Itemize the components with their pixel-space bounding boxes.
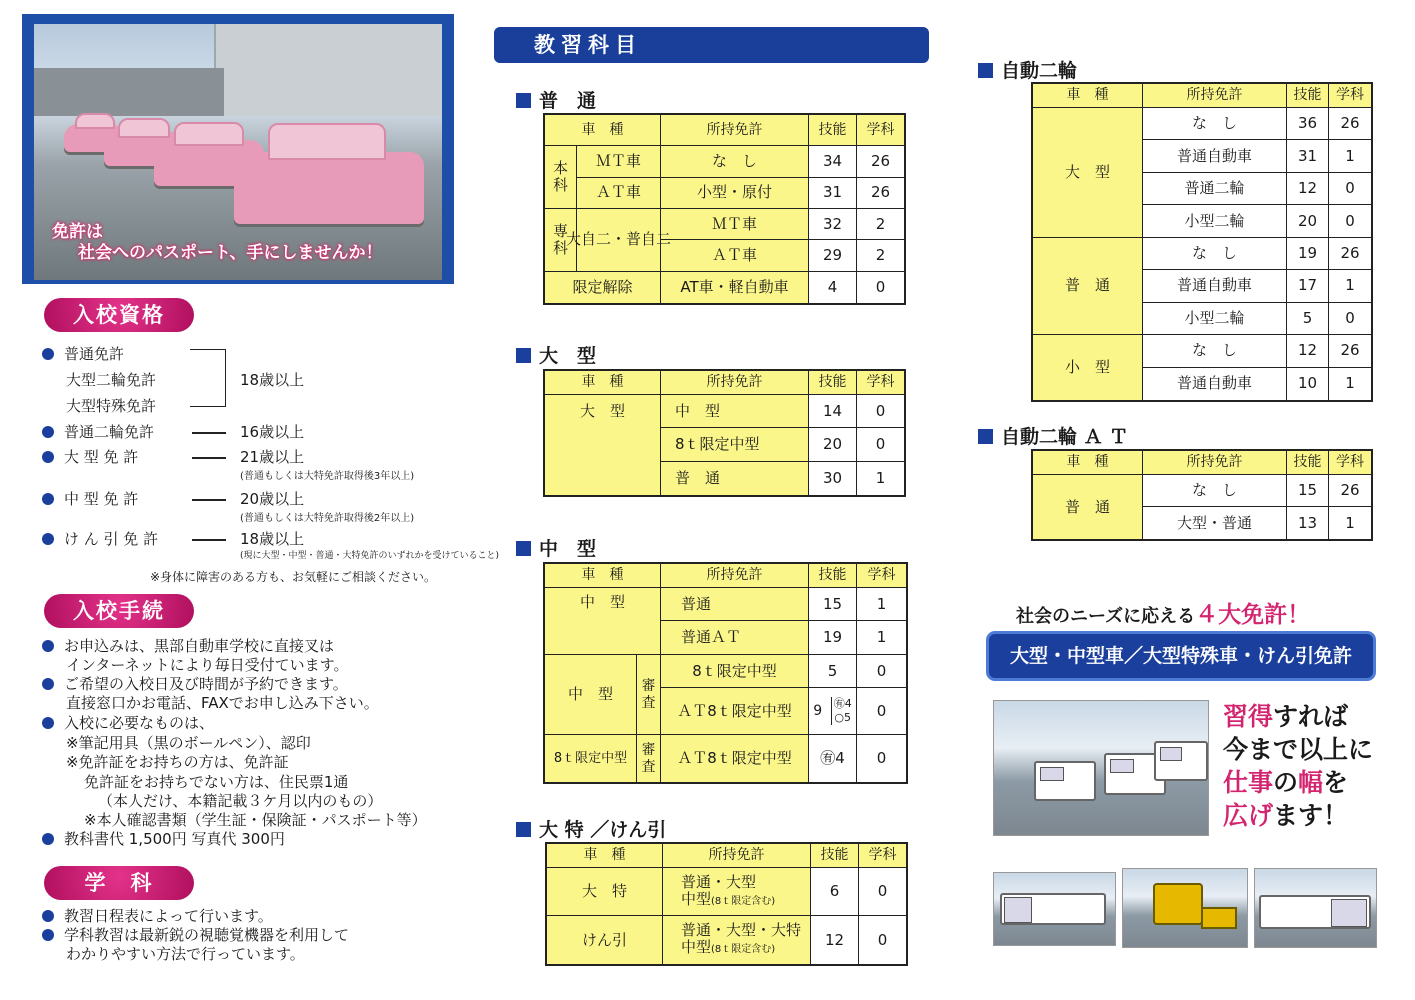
header-cell: 車 種 <box>545 371 661 395</box>
bullet-icon <box>42 640 54 652</box>
list-item: 普通免許 <box>42 345 124 364</box>
theory-cell: 26 <box>1329 238 1371 270</box>
table-ogata <box>543 369 906 497</box>
vehicle-cell: けん引 <box>547 916 663 964</box>
license-cell: 中 型 <box>661 395 809 428</box>
header-cell: 車 種 <box>545 564 661 588</box>
vehicle-cell: 小 型 <box>1033 335 1143 400</box>
skill-cell: 20 <box>1287 205 1329 237</box>
header-cell: 所持免許 <box>1143 84 1287 108</box>
bullet-icon <box>42 717 54 729</box>
license-cell: 小型二輪 <box>1143 303 1287 335</box>
license-cell: 普通自動車 <box>1143 270 1287 302</box>
truck <box>1154 741 1208 781</box>
bullet-icon <box>42 348 54 360</box>
garage <box>34 68 224 116</box>
license-cell: 大自二・普自二 <box>577 209 661 272</box>
vehicle-cell: 中 型 <box>545 588 661 655</box>
license-cell: 8ｔ限定中型 <box>661 655 809 688</box>
license-line: 普通・大型 <box>681 872 757 891</box>
theory-cell: 1 <box>857 588 906 621</box>
list-item: ※本人確認書類（学生証・保険証・パスポート等） <box>84 811 427 829</box>
theory-cell: 0 <box>857 655 906 688</box>
age-value: 18歳以上 <box>240 371 305 389</box>
license-cell: 普通ＡＴ <box>661 621 809 654</box>
license-cell: 小型・原付 <box>661 178 809 209</box>
license-cell: 小型二輪 <box>1143 205 1287 237</box>
table-nirin <box>1031 82 1373 402</box>
vehicle-cell: ＡＴ車 <box>577 178 661 209</box>
table-daitoku <box>545 842 908 966</box>
bullet-icon <box>42 910 54 922</box>
truck-photo <box>1254 868 1377 948</box>
theory-cell: 0 <box>859 868 906 916</box>
bullet-icon <box>42 833 54 845</box>
skill-cell: 29 <box>809 240 857 271</box>
vehicle-cell: 8ｔ限定中型 <box>545 735 637 782</box>
theory-cell: 1 <box>1329 368 1371 400</box>
theory-cell: 26 <box>1329 475 1371 507</box>
school-building <box>214 24 442 116</box>
license-cell <box>663 868 811 916</box>
square-icon <box>516 541 531 556</box>
license-cell: 普 通 <box>661 462 809 495</box>
skill-split <box>831 697 852 725</box>
skill-cell: 12 <box>1287 173 1329 205</box>
list-item: 大型二輪免許 <box>66 371 157 389</box>
note: (普通もしくは大特免許取得後3年以上) <box>240 471 415 482</box>
header-cell: 技能 <box>809 115 857 146</box>
skill-cell: 36 <box>1287 108 1329 140</box>
catch-line: 広げます！ <box>1223 801 1349 830</box>
square-icon <box>516 822 531 837</box>
truck <box>1259 895 1371 929</box>
header-cell: 学科 <box>857 564 906 588</box>
license-line: 中型(8ｔ限定含む) <box>681 889 776 908</box>
license-cell: 普通二輪 <box>1143 173 1287 205</box>
headline-emphasis: ４大免許！ <box>1195 602 1311 628</box>
license-cell: 大型・普通 <box>1143 507 1287 539</box>
skill-cell: 14 <box>809 395 857 428</box>
square-icon <box>978 63 993 78</box>
theory-cell: 26 <box>1329 335 1371 367</box>
list-item: 入校に必要なものは、 <box>42 714 214 733</box>
list-item: け ん 引 免 許 <box>42 530 158 549</box>
skill-cell: 15 <box>1287 475 1329 507</box>
license-cell: ＡＴ8ｔ限定中型 <box>661 735 809 782</box>
list-item: インターネットにより毎日受付ています。 <box>66 656 349 674</box>
theory-cell: 0 <box>857 272 904 303</box>
skill-cell: 5 <box>1287 303 1329 335</box>
license-cell: な し <box>1143 475 1287 507</box>
list-item: 免許証をお持ちでない方は、住民票1通 <box>84 773 349 791</box>
list-item: お申込みは、黒部自動車学校に直接叉は <box>42 637 334 656</box>
theory-cell: 0 <box>857 735 906 782</box>
skill-sub: ㊒4 <box>833 697 852 711</box>
theory-cell: 1 <box>857 621 906 654</box>
skill-cell: 30 <box>809 462 857 495</box>
dash <box>192 457 226 459</box>
category-cell: 本科 <box>545 146 577 209</box>
bullet-icon <box>42 533 54 545</box>
headline-text: 社会のニーズに応える <box>1016 606 1196 627</box>
header-cell: 技能 <box>1287 451 1329 475</box>
catch-line: 習得すれば <box>1223 702 1349 731</box>
list-item: 学科教習は最新鋭の視聴覚機器を利用して <box>42 926 349 945</box>
skill-cell: 10 <box>1287 368 1329 400</box>
list-item: ※筆記用具（黒のボールペン）、認印 <box>66 734 311 752</box>
skill-cell: 19 <box>1287 238 1329 270</box>
bullet-icon <box>42 426 54 438</box>
age-value: 16歳以上 <box>240 423 305 441</box>
theory-cell: 0 <box>857 688 906 735</box>
note: (普通もしくは大特免許取得後2年以上) <box>240 513 415 524</box>
category-cell: 専科 <box>545 209 577 272</box>
age-value: 20歳以上 <box>240 490 305 508</box>
age-value: 18歳以上 <box>240 530 305 548</box>
age-value: 21歳以上 <box>240 448 305 466</box>
dash <box>192 432 226 434</box>
vehicle-cell: 限定解除 <box>545 272 661 303</box>
license-cell: AT車・軽自動車 <box>661 272 809 303</box>
skill-cell: 19 <box>809 621 857 654</box>
list-item: 普通二輪免許 <box>42 423 154 442</box>
list-item: わかりやすい方法で行っています。 <box>66 945 305 963</box>
loader <box>1153 883 1203 925</box>
promo-headline <box>1016 596 1310 629</box>
header-cell: 技能 <box>811 844 859 868</box>
list-item: ※免許証をお持ちの方は、免許証 <box>66 753 289 771</box>
list-item: 教習日程表によって行います。 <box>42 907 273 926</box>
promo-banner: 大型・中型車／大型特殊車・けん引免許 <box>989 634 1373 678</box>
eligibility-title: 入校資格 <box>44 298 194 332</box>
section-heading: 自動二輪 <box>978 56 1077 83</box>
list-item: ご希望の入校日及び時間が予約できます。 <box>42 675 348 694</box>
footnote: ※身体に障害のある方も、お気軽にご相談ください。 <box>150 570 437 584</box>
skill-cell: 15 <box>809 588 857 621</box>
license-cell: な し <box>1143 108 1287 140</box>
catch-line: 今まで以上に <box>1223 735 1374 764</box>
theory-cell: 0 <box>859 916 906 964</box>
header-cell: 学科 <box>1329 451 1371 475</box>
truck-photo <box>993 700 1209 836</box>
list-item: 大型特殊免許 <box>66 397 157 415</box>
section-heading: 大 型 <box>516 341 596 368</box>
theory-cell: 0 <box>1329 303 1371 335</box>
license-cell: な し <box>1143 335 1287 367</box>
theory-cell: 1 <box>1329 140 1371 172</box>
vehicle-cell: 普 通 <box>1033 238 1143 335</box>
shinsa-cell: 審査 <box>637 735 661 782</box>
square-icon <box>978 429 993 444</box>
theory-cell: 26 <box>1329 108 1371 140</box>
skill-cell: 4 <box>809 272 857 303</box>
theory-cell: 1 <box>1329 270 1371 302</box>
license-cell: 普通自動車 <box>1143 140 1287 172</box>
table-futsu <box>543 113 906 305</box>
procedure-title: 入校手続 <box>44 594 194 628</box>
catch-line: 仕事の幅を <box>1223 768 1349 797</box>
bullet-icon <box>42 493 54 505</box>
bullet-icon <box>42 451 54 463</box>
header-cell: 車 種 <box>1033 451 1143 475</box>
vehicle-cell: 大 特 <box>547 868 663 916</box>
header-cell: 車 種 <box>1033 84 1143 108</box>
theory-cell: 1 <box>1329 507 1371 539</box>
note: (現に大型・中型・普通・大特免許のいずれかを受けていること) <box>240 551 500 561</box>
header-cell: 学科 <box>1329 84 1371 108</box>
course-title-bar: 教習科目 <box>494 27 929 63</box>
skill-cell: 12 <box>1287 335 1329 367</box>
header-cell: 車 種 <box>545 115 661 146</box>
truck <box>1000 893 1106 925</box>
license-cell: な し <box>1143 238 1287 270</box>
list-item: 中 型 免 許 <box>42 490 138 509</box>
header-cell: 技能 <box>1287 84 1329 108</box>
header-cell: 所持免許 <box>661 564 809 588</box>
theory-cell: 26 <box>857 178 904 209</box>
shinsa-cell: 審査 <box>637 655 661 735</box>
header-cell: 所持免許 <box>663 844 811 868</box>
license-cell: ＡＴ8ｔ限定中型 <box>661 688 809 735</box>
skill-value: 9 <box>813 702 823 719</box>
theory-cell: 26 <box>857 146 904 177</box>
header-cell: 学科 <box>857 115 904 146</box>
header-cell: 所持免許 <box>661 371 809 395</box>
table-chugata <box>543 562 908 784</box>
header-cell: 車 種 <box>547 844 663 868</box>
section-heading: 中 型 <box>516 534 596 561</box>
skill-cell: 31 <box>1287 140 1329 172</box>
bullet-icon <box>42 678 54 690</box>
section-heading: 大 特 ／けん引 <box>516 815 666 842</box>
license-cell: な し <box>661 146 809 177</box>
skill-cell: 13 <box>1287 507 1329 539</box>
loader-bucket <box>1201 907 1237 929</box>
vehicle-cell: 大 型 <box>1033 108 1143 238</box>
vehicle-cell: 普 通 <box>1033 475 1143 539</box>
header-cell: 学科 <box>857 371 904 395</box>
theory-cell: 0 <box>857 428 904 461</box>
skill-cell: 6 <box>811 868 859 916</box>
dash <box>192 539 226 541</box>
vehicle-cell: ＡＴ車 <box>661 240 809 271</box>
list-item: 教科書代 1,500円 写真代 300円 <box>42 830 285 849</box>
square-icon <box>516 93 531 108</box>
license-line: 中型(8ｔ限定含む) <box>681 938 776 956</box>
promo-catchcopy <box>1223 700 1373 832</box>
truck-photo <box>993 872 1116 946</box>
license-cell: 普通自動車 <box>1143 368 1287 400</box>
bullet-icon <box>42 929 54 941</box>
vehicle-cell: 大 型 <box>545 395 661 495</box>
list-item: 大 型 免 許 <box>42 448 138 467</box>
license-cell: 8ｔ限定中型 <box>661 428 809 461</box>
taxi <box>234 152 424 224</box>
dash <box>192 499 226 501</box>
skill-cell: 12 <box>811 916 859 964</box>
hero-caption-line: 社会へのパスポート、手にしませんか！ <box>78 243 383 263</box>
academics-title: 学 科 <box>44 866 194 900</box>
theory-cell: 2 <box>857 209 904 240</box>
license-cell: 普通 <box>661 588 809 621</box>
theory-cell: 0 <box>1329 205 1371 237</box>
skill-cell: 17 <box>1287 270 1329 302</box>
loader-photo <box>1122 868 1248 948</box>
skill-cell: 5 <box>809 655 857 688</box>
section-heading: 普 通 <box>516 86 596 113</box>
hero-caption <box>52 222 382 264</box>
theory-cell: 0 <box>1329 173 1371 205</box>
vehicle-cell: ＭＴ車 <box>577 146 661 177</box>
header-cell: 所持免許 <box>661 115 809 146</box>
header-cell: 技能 <box>809 371 857 395</box>
skill-cell: 20 <box>809 428 857 461</box>
license-cell <box>663 916 811 964</box>
truck <box>1034 761 1096 801</box>
theory-cell: 0 <box>857 395 904 428</box>
table-nirin-at <box>1031 449 1373 541</box>
license-line: 普通・大型・大特 <box>681 921 802 939</box>
vehicle-cell: 中 型 <box>545 655 637 735</box>
header-cell: 技能 <box>809 564 857 588</box>
skill-cell: 34 <box>809 146 857 177</box>
header-cell: 学科 <box>859 844 906 868</box>
skill-cell: 32 <box>809 209 857 240</box>
square-icon <box>516 348 531 363</box>
vehicle-cell: ＭＴ車 <box>661 209 809 240</box>
section-heading: 自動二輪 Ａ Ｔ <box>978 422 1128 449</box>
skill-sub: ○5 <box>834 711 852 725</box>
header-cell: 所持免許 <box>1143 451 1287 475</box>
list-item: （本人だけ、本籍記載３ケ月以内のもの） <box>98 792 383 810</box>
theory-cell: 1 <box>857 462 904 495</box>
theory-cell: 2 <box>857 240 904 271</box>
skill-cell: 31 <box>809 178 857 209</box>
bracket <box>190 349 226 407</box>
list-item: 直接窓口かお電話、FAXでお申し込み下さい。 <box>66 694 379 712</box>
skill-cell: ㊒4 <box>809 735 857 782</box>
hero-caption-line: 免許は <box>52 222 103 242</box>
skill-cell <box>809 688 857 735</box>
